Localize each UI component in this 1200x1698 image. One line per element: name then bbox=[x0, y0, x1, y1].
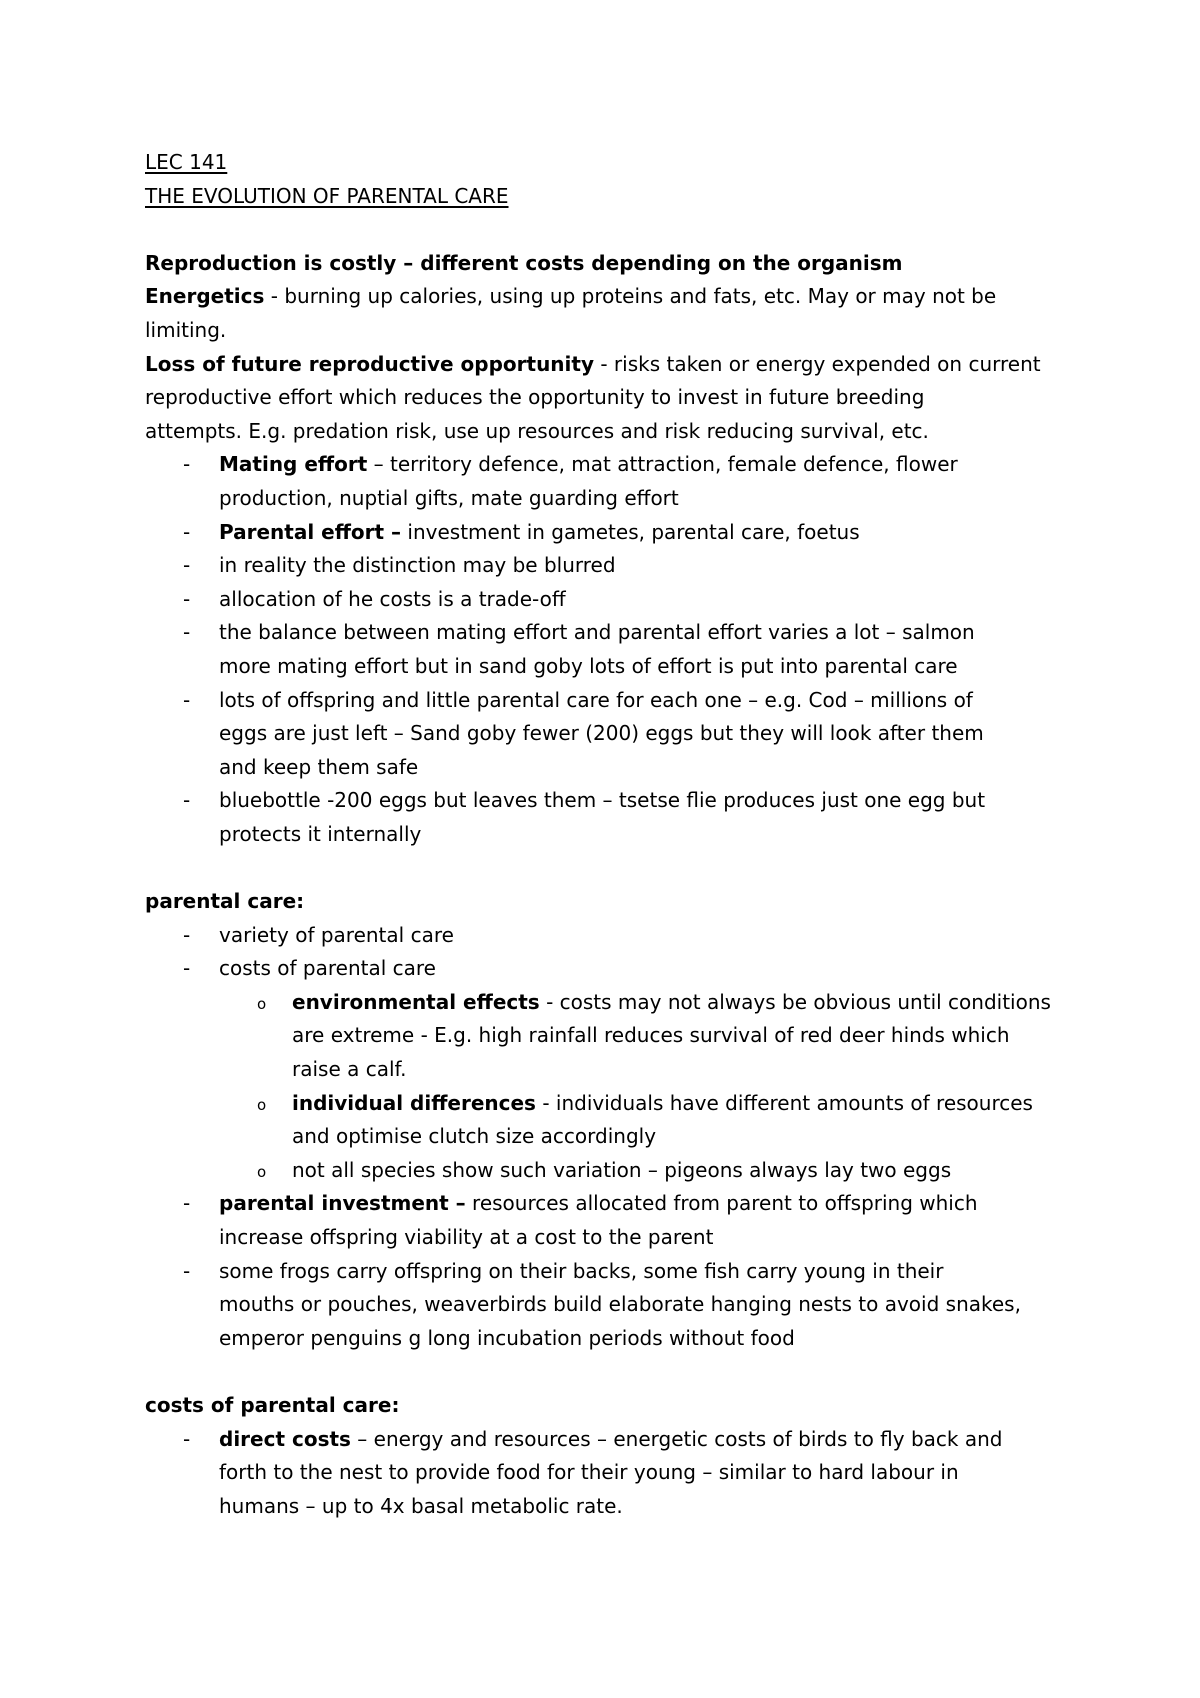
sub-list-item-individual-differences bbox=[145, 1087, 1065, 1154]
direct-costs-text: – energy and resources – energetic costs of birds to fly back and bbox=[350, 1426, 1003, 1451]
dash-bullet: - bbox=[183, 519, 191, 544]
parental-investment-term: parental investment – bbox=[219, 1191, 466, 1216]
list-item-line: protects it internally bbox=[219, 821, 422, 846]
list-item-line: production, nuptial gifts, mate guarding effort bbox=[219, 485, 679, 510]
individual-differences-term: individual differences bbox=[292, 1090, 536, 1115]
list-item-line bbox=[219, 1423, 1065, 1457]
loss-paragraph bbox=[145, 348, 1065, 382]
list-item-line: are extreme - E.g. high rainfall reduces survival of red deer hinds which bbox=[292, 1023, 1010, 1048]
list-item-line bbox=[219, 448, 1065, 482]
dash-bullet: - bbox=[183, 452, 191, 477]
dash-bullet: - bbox=[183, 620, 191, 645]
list-item-parental-effort bbox=[145, 516, 1065, 550]
list-item-line: more mating effort but in sand goby lots of effort is put into parental care bbox=[219, 653, 958, 678]
parental-effort-term: Parental effort – bbox=[219, 519, 402, 544]
parental-effort-text: investment in gametes, parental care, foetus bbox=[401, 519, 860, 544]
list-item bbox=[145, 684, 1065, 785]
loss-text-cont: reproductive effort which reduces the opportunity to invest in future breeding bbox=[145, 385, 925, 410]
list-item-line: emperor penguins g long incubation periods without food bbox=[219, 1325, 795, 1350]
dash-bullet: - bbox=[183, 586, 191, 611]
direct-costs-term: direct costs bbox=[219, 1426, 351, 1451]
list-item bbox=[145, 583, 1065, 617]
spacer bbox=[145, 213, 1065, 247]
list-item bbox=[145, 919, 1065, 953]
spacer bbox=[145, 851, 1065, 885]
mating-effort-term: Mating effort bbox=[219, 452, 368, 477]
section-heading-costs: costs of parental care: bbox=[145, 1392, 400, 1417]
list-item-line: humans – up to 4x basal metabolic rate. bbox=[219, 1493, 623, 1518]
dash-bullet: - bbox=[183, 922, 191, 947]
list-item-line: in reality the distinction may be blurred bbox=[219, 553, 616, 578]
energetics-paragraph bbox=[145, 280, 1065, 314]
sub-list-item bbox=[145, 1154, 1065, 1188]
energetics-term: Energetics bbox=[145, 284, 265, 309]
document-body bbox=[145, 146, 1065, 1523]
dash-bullet: - bbox=[183, 1426, 191, 1451]
dash-bullet: - bbox=[183, 788, 191, 813]
dash-bullet: - bbox=[183, 1258, 191, 1283]
list-item bbox=[145, 1255, 1065, 1356]
sub-list-item-environmental-effects bbox=[145, 986, 1065, 1087]
dash-bullet: - bbox=[183, 687, 191, 712]
sub-bullet: o bbox=[257, 1162, 267, 1181]
spacer bbox=[145, 1355, 1065, 1389]
list-item-line: forth to the nest to provide food for their young – similar to hard labour in bbox=[219, 1460, 959, 1485]
energetics-text-cont: limiting. bbox=[145, 317, 227, 342]
list-item-line: eggs are just left – Sand goby fewer (200) eggs but they will look after them bbox=[219, 721, 984, 746]
loss-text: - risks taken or energy expended on current bbox=[594, 351, 1041, 376]
list-item-line: variety of parental care bbox=[219, 922, 454, 947]
list-item bbox=[145, 952, 1065, 986]
intro-heading: Reproduction is costly – different costs depending on the organism bbox=[145, 250, 903, 275]
list-item-direct-costs bbox=[145, 1423, 1065, 1524]
environmental-effects-term: environmental effects bbox=[292, 989, 540, 1014]
list-item-line: allocation of he costs is a trade-off bbox=[219, 586, 566, 611]
list-item-line: increase offspring viability at a cost to the parent bbox=[219, 1225, 714, 1249]
list-item-line bbox=[219, 1187, 1065, 1221]
list-item-line: costs of parental care bbox=[219, 956, 436, 981]
list-item-line: bluebottle -200 eggs but leaves them – tsetse flie produces just one egg but bbox=[219, 788, 986, 813]
list-item-line bbox=[292, 1087, 1065, 1121]
list-item-line: and optimise clutch size accordingly bbox=[292, 1124, 657, 1149]
sub-bullet: o bbox=[257, 994, 267, 1013]
list-item-line: some frogs carry offspring on their backs, some fish carry young in their bbox=[219, 1258, 944, 1283]
list-item-line bbox=[219, 516, 1065, 550]
parental-investment-text: resources allocated from parent to offspring which bbox=[465, 1191, 978, 1216]
list-item-line: raise a calf. bbox=[292, 1057, 407, 1082]
loss-text-cont: attempts. E.g. predation risk, use up resources and risk reducing survival, etc. bbox=[145, 418, 929, 443]
section-heading-parental-care: parental care: bbox=[145, 889, 305, 914]
lecture-code: LEC 141 bbox=[145, 150, 228, 174]
list-item-line: and keep them safe bbox=[219, 754, 419, 779]
list-item-parental-investment bbox=[145, 1187, 1065, 1254]
individual-differences-text: - individuals have different amounts of resources bbox=[535, 1090, 1033, 1115]
list-item-line: mouths or pouches, weaverbirds build elaborate hanging nests to avoid snakes, bbox=[219, 1292, 1021, 1317]
document-title: THE EVOLUTION OF PARENTAL CARE bbox=[145, 183, 509, 208]
list-item bbox=[145, 784, 1065, 851]
sub-bullet: o bbox=[257, 1095, 267, 1114]
mating-effort-text: – territory defence, mat attraction, female defence, flower bbox=[367, 452, 958, 477]
dash-bullet: - bbox=[183, 553, 191, 578]
dash-bullet: - bbox=[183, 1191, 191, 1216]
energetics-text: - burning up calories, using up proteins and fats, etc. May or may not be bbox=[264, 284, 997, 309]
list-item-mating-effort bbox=[145, 448, 1065, 515]
list-item-line: the balance between mating effort and parental effort varies a lot – salmon bbox=[219, 620, 975, 645]
list-item bbox=[145, 549, 1065, 583]
loss-term: Loss of future reproductive opportunity bbox=[145, 351, 594, 376]
environmental-effects-text: - costs may not always be obvious until conditions bbox=[539, 989, 1051, 1014]
list-item-line: not all species show such variation – pigeons always lay two eggs bbox=[292, 1157, 952, 1182]
dash-bullet: - bbox=[183, 956, 191, 981]
list-item-line: lots of offspring and little parental care for each one – e.g. Cod – millions of bbox=[219, 687, 973, 712]
list-item-line bbox=[292, 986, 1065, 1020]
list-item bbox=[145, 616, 1065, 683]
